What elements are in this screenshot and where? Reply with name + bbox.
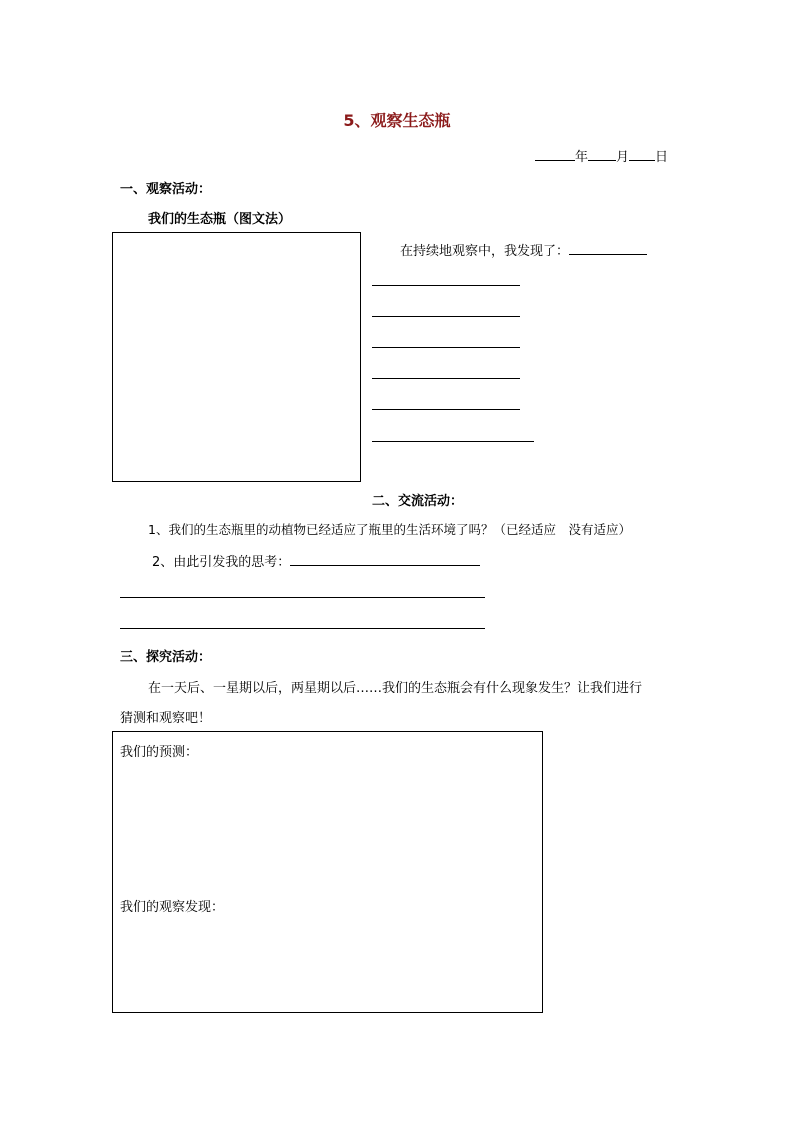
drawing-box[interactable] [112, 232, 361, 482]
writing-line[interactable] [372, 409, 520, 410]
section1-heading: 一、观察活动： [120, 182, 212, 197]
year-blank[interactable] [535, 147, 575, 161]
observation-prompt [400, 240, 647, 259]
writing-line[interactable] [372, 441, 534, 442]
section3-intro-line2: 猜测和观察吧！ [120, 711, 212, 726]
date-line [535, 146, 668, 165]
year-label: 年 [575, 150, 589, 165]
section3-intro-line1: 在一天后、一星期以后，两星期以后……我们的生态瓶会有什么现象发生？让我们进行 [148, 681, 643, 696]
prediction-observation-box[interactable] [112, 731, 543, 1013]
observation-blank[interactable] [569, 241, 647, 255]
thinking-blank[interactable] [290, 552, 480, 566]
section2-heading: 二、交流活动： [372, 494, 464, 509]
prediction-label: 我们的预测： [120, 745, 199, 760]
section3-heading: 三、探究活动： [120, 650, 212, 665]
month-blank[interactable] [588, 147, 616, 161]
writing-line[interactable] [372, 347, 520, 348]
day-label: 日 [655, 150, 669, 165]
question-2 [152, 551, 480, 570]
page-title: 5、观察生态瓶 [343, 111, 451, 130]
question-1: 1、我们的生态瓶里的动植物已经适应了瓶里的生活环境了吗？（已经适应 没有适应） [148, 522, 631, 537]
section1-subheading: 我们的生态瓶（图文法） [148, 212, 292, 227]
question-2-text: 2、由此引发我的思考： [152, 555, 291, 570]
observation-prompt-text: 在持续地观察中，我发现了： [400, 244, 570, 259]
writing-line[interactable] [120, 628, 485, 629]
day-blank[interactable] [629, 147, 655, 161]
writing-line[interactable] [120, 597, 485, 598]
writing-line[interactable] [372, 378, 520, 379]
observation-label: 我们的观察发现： [120, 900, 225, 915]
writing-line[interactable] [372, 285, 520, 286]
writing-line[interactable] [372, 316, 520, 317]
month-label: 月 [616, 150, 630, 165]
